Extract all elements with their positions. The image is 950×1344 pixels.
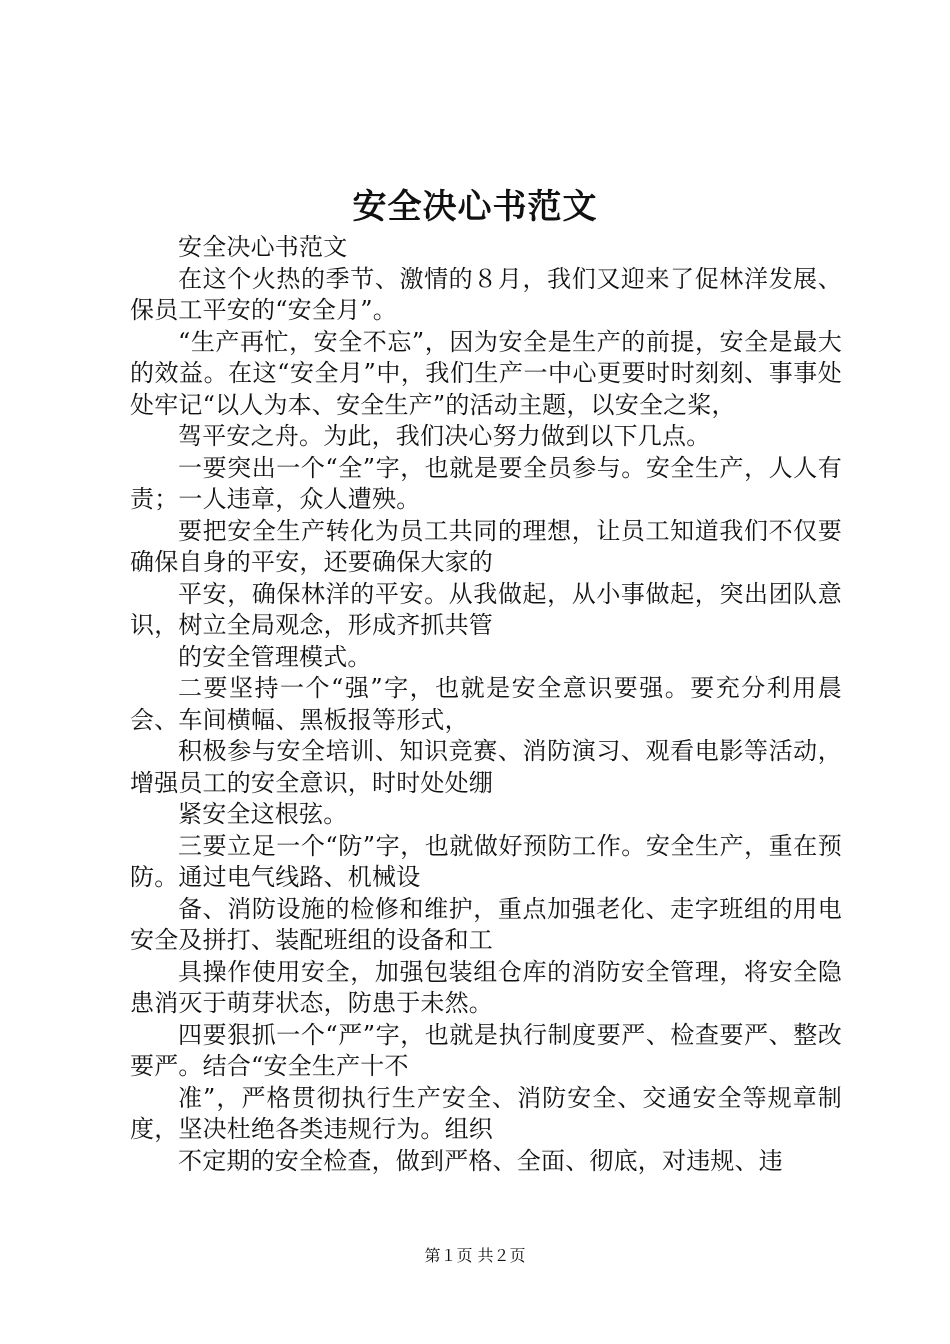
document-body — [130, 232, 842, 1177]
document-title: 安全决心书范文 — [352, 187, 598, 227]
page-number-footer: 第１页 共２页 — [424, 1246, 526, 1265]
body-paragraph: 备、消防设施的检修和维护，重点加强老化、走字班组的用电安全及拼打、装配班组的设备和工 — [130, 894, 842, 954]
body-paragraph: 平安，确保林洋的平安。从我做起，从小事做起，突出团队意识，树立全局观念，形成齐抓共管 — [130, 579, 842, 639]
body-paragraph: 的安全管理模式。 — [178, 642, 372, 671]
body-paragraph: 不定期的安全检查，做到严格、全面、彻底，对违规、违 — [178, 1146, 783, 1175]
body-paragraph: 具操作使用安全，加强包装组仓库的消防安全管理，将安全隐患消灭于萌芽状态，防患于未然。 — [130, 957, 842, 1017]
body-paragraph: 一要突出一个“全”字，也就是要全员参与。安全生产，人人有责；一人违章，众人遭殃。 — [130, 453, 842, 513]
body-paragraph: “生产再忙，安全不忘”，因为安全是生产的前提，安全是最大的效益。在这“安全月”中，我们生产一中心更要时时刻刻、事事处处牢记“以人为本、安全生产”的活动主题，以安全之桨， — [130, 327, 842, 419]
body-paragraph: 在这个火热的季节、激情的８月，我们又迎来了促林洋发展、保员工平安的“安全月”。 — [130, 264, 842, 324]
body-paragraph: 驾平安之舟。为此，我们决心努力做到以下几点。 — [178, 422, 711, 450]
body-paragraph: 紧安全这根弦。 — [178, 800, 348, 828]
body-paragraph: 安全决心书范文 — [178, 233, 348, 261]
body-paragraph: 准”，严格贯彻执行生产安全、消防安全、交通安全等规章制度，坚决杜绝各类违规行为。组织 — [130, 1083, 842, 1143]
body-paragraph: 积极参与安全培训、知识竞赛、消防演习、观看电影等活动，增强员工的安全意识，时时处处绷 — [130, 737, 842, 797]
body-paragraph: 二要坚持一个“强”字，也就是安全意识要强。要充分利用晨会、车间横幅、黑板报等形式， — [130, 674, 842, 734]
body-paragraph: 要把安全生产转化为员工共同的理想，让员工知道我们不仅要确保自身的平安，还要确保大家的 — [130, 516, 842, 576]
body-paragraph: 三要立足一个“防”字，也就做好预防工作。安全生产，重在预防。通过电气线路、机械设 — [130, 831, 842, 891]
body-paragraph: 四要狠抓一个“严”字，也就是执行制度要严、检查要严、整改要严。结合“安全生产十不 — [130, 1020, 842, 1080]
